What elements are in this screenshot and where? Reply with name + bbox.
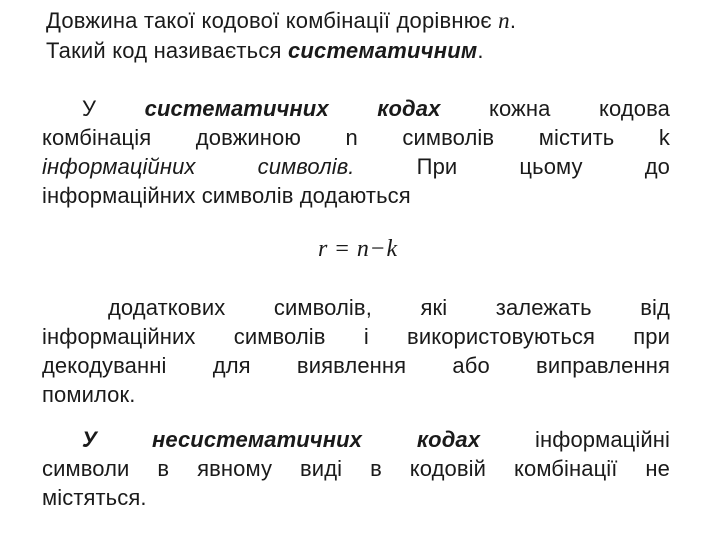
paragraph-1-line-3 <box>42 152 670 181</box>
formula-n: n <box>356 236 369 262</box>
term-nonsystematic-codes: несистематичних кодах <box>151 427 481 452</box>
p1-l1-a: У <box>82 96 145 121</box>
paragraph-1-line-1 <box>42 94 670 123</box>
intro-line-2 <box>46 36 686 66</box>
paragraph-systematic-codes <box>42 94 670 210</box>
paragraph-2-line-2: інформаційних символів і використовуються при <box>42 324 670 349</box>
formula-equals: = <box>335 236 349 262</box>
p1-l3-b: При цьому до <box>354 154 671 179</box>
term-systematic: систематичним <box>287 38 478 63</box>
paragraph-nonsystematic-codes <box>42 425 670 512</box>
paragraph-3-line-1 <box>42 425 670 454</box>
formula-minus: − <box>370 236 385 262</box>
formula-r: r <box>318 236 328 262</box>
paragraph-3-line-3: містяться. <box>42 485 147 510</box>
paragraph-1-line-4: інформаційних символів додаються <box>42 183 411 208</box>
intro-line-2-text: Такий код називається <box>46 38 288 63</box>
intro-line-1 <box>46 6 686 36</box>
formula-r-equals-n-minus-k <box>318 236 397 263</box>
p3-l1-a: У <box>82 427 152 452</box>
p1-l1-c: кожна кодова <box>440 96 670 121</box>
paragraph-2-line-3: декодуванні для виявлення або виправлення <box>42 353 670 378</box>
term-systematic-codes: систематичних кодах <box>144 96 441 121</box>
intro-text <box>46 6 686 66</box>
paragraph-3-line-2: символи в явному виді в кодовій комбінації не <box>42 456 670 481</box>
paragraph-1-line-2: комбінація довжиною n символів містить k <box>42 125 670 150</box>
intro-line-1-end: . <box>509 8 517 33</box>
intro-line-1-text: Довжина такої кодової комбінації дорівнює <box>46 8 499 33</box>
formula-k: k <box>386 236 398 262</box>
p3-l1-c: інформаційні <box>480 427 670 452</box>
p1-l3-italic: інформаційних символів. <box>42 154 355 179</box>
paragraph-2-line-4: помилок. <box>42 382 136 407</box>
paragraph-2-line-1: додаткових символів, які залежать від <box>108 295 670 320</box>
paragraph-additional-symbols <box>42 293 670 409</box>
intro-line-2-end: . <box>477 38 484 63</box>
variable-n: n <box>498 8 510 33</box>
